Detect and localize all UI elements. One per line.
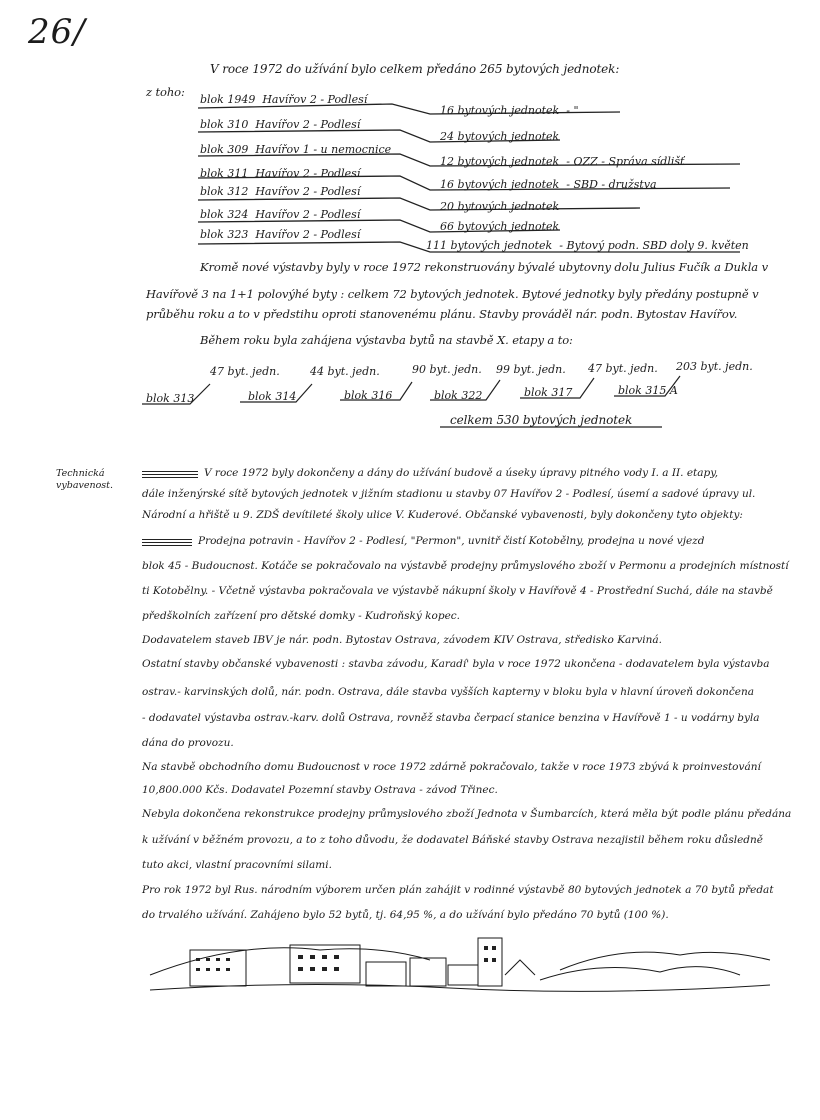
etapa-count: 203 byt. jedn. bbox=[676, 360, 753, 373]
building-units: 12 bytových jednotek - OZZ - Správa sídlišť bbox=[440, 155, 685, 168]
paragraph-line: průběhu roku a to v předstihu oproti stanovenému plánu. Stavby prováděl nár. podn. Bytostav Havířov. bbox=[146, 307, 738, 321]
margin-note-line: Technická bbox=[56, 468, 105, 479]
body-line: Ostatní stavby občanské vybavenosti : stavba závodu, Karadí' byla v roce 1972 ukončena - dodavatelem byla výstavba bbox=[142, 658, 770, 670]
page-number: 26/ bbox=[28, 12, 86, 52]
paragraph-line: Kromě nové výstavby byly v roce 1972 rekonstruovány bývalé ubytovny dolu Julius Fučík a Dukla v bbox=[200, 260, 768, 274]
etapa-count: 44 byt. jedn. bbox=[310, 365, 380, 378]
body-line: tuto akci, vlastní pracovními silami. bbox=[142, 859, 332, 871]
margin-note-line: vybavenost. bbox=[56, 480, 114, 491]
building-block: blok 312 Havířov 2 - Podlesí bbox=[200, 185, 361, 198]
body-line: Na stavbě obchodního domu Budoucnost v roce 1972 zdárně pokračovalo, takže v roce 1973 zbývá k proinvestování bbox=[142, 761, 761, 773]
body-line: předškolních zařízení pro dětské domky - Kudroňský kopec. bbox=[142, 610, 461, 622]
body-line: ostrav.- karvinských dolů, nár. podn. Ostrava, dále stavba vyšších kapterny v bloku byla v hlavní úroveň dokončena bbox=[142, 686, 754, 698]
body-line: Dodavatelem staveb IBV je nár. podn. Bytostav Ostrava, závodem KIV Ostrava, středisko Karviná. bbox=[142, 634, 662, 646]
building-block: blok 324 Havířov 2 - Podlesí bbox=[200, 208, 361, 221]
building-block: blok 310 Havířov 2 - Podlesí bbox=[200, 118, 361, 131]
building-block: blok 1949 Havířov 2 - Podlesí bbox=[200, 93, 368, 106]
body-line: do trvalého užívání. Zahájeno bylo 52 bytů, tj. 64,95 %, a do užívání bylo předáno 70 bytů (100 %). bbox=[142, 909, 669, 921]
etapa-block: blok 317 bbox=[524, 386, 573, 399]
etapa-lines bbox=[142, 376, 680, 427]
building-units: 24 bytových jednotek bbox=[440, 130, 560, 143]
building-block: blok 309 Havířov 1 - u nemocnice bbox=[200, 143, 392, 156]
building-units: 66 bytových jednotek bbox=[440, 220, 560, 233]
body-line: Prodejna potravin - Havířov 2 - Podlesí, "Permon", uvnitř čistí Kotobělny, prodejna u nové vjezd bbox=[142, 534, 704, 549]
body-line: - dodavatel výstavba ostrav.-karv. dolů Ostrava, rovněž stavba čerpací stanice benzina v Havířově 1 - u vodárny byla bbox=[142, 712, 760, 724]
etapa-count: 47 byt. jedn. bbox=[588, 362, 658, 375]
body-line: ti Kotobělny. - Včetně výstavba pokračovala ve výstavbě nákupní školy v Havířově 4 - Prostřední Suchá, dále na stavbě bbox=[142, 585, 773, 597]
etapa-block: blok 313 bbox=[146, 392, 195, 405]
etapa-block: blok 322 bbox=[434, 389, 483, 402]
body-line: V roce 1972 byly dokončeny a dány do užívání budově a úseky úpravy pitného vody I. a II. etapy, bbox=[142, 466, 718, 481]
building-units: 111 bytových jednotek - Bytový podn. SBD doly 9. květen bbox=[426, 239, 749, 252]
etapa-block: blok 314 bbox=[248, 390, 297, 403]
body-line: Nebyla dokončena rekonstrukce prodejny průmyslového zboží Jednota v Šumbarcích, která měla být podle plánu předána bbox=[142, 808, 792, 820]
body-line: Pro rok 1972 byl Rus. národním výborem určen plán zahájit v rodinné výstavbě 80 bytových jednotek a 70 bytů předat bbox=[142, 884, 774, 896]
body-line: k užívání v běžném provozu, a to z toho důvodu, že dodavatel Báňské stavby Ostrava nezajistil během roku důsledně bbox=[142, 834, 763, 846]
body-line: dána do provozu. bbox=[142, 737, 234, 749]
heading: V roce 1972 do užívání bylo celkem předáno 265 bytových jednotek: bbox=[210, 62, 620, 76]
body-line: Národní a hřiště u 9. ZDŠ devítileté školy ulice V. Kuderové. Občanské vybavenosti, byly dokončeny tyto objekty: bbox=[142, 509, 743, 521]
z-toho-label: z toho: bbox=[146, 85, 185, 99]
etapa-count: 47 byt. jedn. bbox=[210, 365, 280, 378]
etapa-total: celkem 530 bytových jednotek bbox=[450, 413, 633, 427]
building-units: 16 bytových jednotek - " bbox=[440, 104, 579, 117]
body-line: 10,800.000 Kčs. Dodavatel Pozemní stavby Ostrava - závod Třinec. bbox=[142, 784, 498, 796]
etapa-block: blok 316 bbox=[344, 389, 393, 402]
bracket-lines bbox=[198, 104, 740, 252]
paragraph-line: Během roku byla zahájena výstavba bytů na stavbě X. etapy a to: bbox=[200, 333, 573, 347]
town-sketch bbox=[150, 938, 770, 991]
body-line: dále inženýrské sítě bytových jednotek v jižním stadionu u stavby 07 Havířov 2 - Podlesí, úsemí a sadové úpravy ul. bbox=[142, 488, 756, 500]
building-block: blok 323 Havířov 2 - Podlesí bbox=[200, 228, 361, 241]
etapa-count: 90 byt. jedn. bbox=[412, 363, 482, 376]
building-units: 16 bytových jednotek - SBD - družstva bbox=[440, 178, 657, 191]
body-line: blok 45 - Budoucnost. Kotáče se pokračovalo na výstavbě prodejny průmyslového zboží v Permonu a prodejních místností bbox=[142, 560, 789, 572]
etapa-count: 99 byt. jedn. bbox=[496, 363, 566, 376]
paragraph-line: Havířově 3 na 1+1 polovýhé byty : celkem 72 bytových jednotek. Bytové jednotky byly předány postupně v bbox=[146, 287, 759, 301]
building-block: blok 311 Havířov 2 - Podlesí bbox=[200, 167, 361, 180]
etapa-block: blok 315 A bbox=[618, 384, 678, 397]
building-units: 20 bytových jednotek bbox=[440, 200, 560, 213]
